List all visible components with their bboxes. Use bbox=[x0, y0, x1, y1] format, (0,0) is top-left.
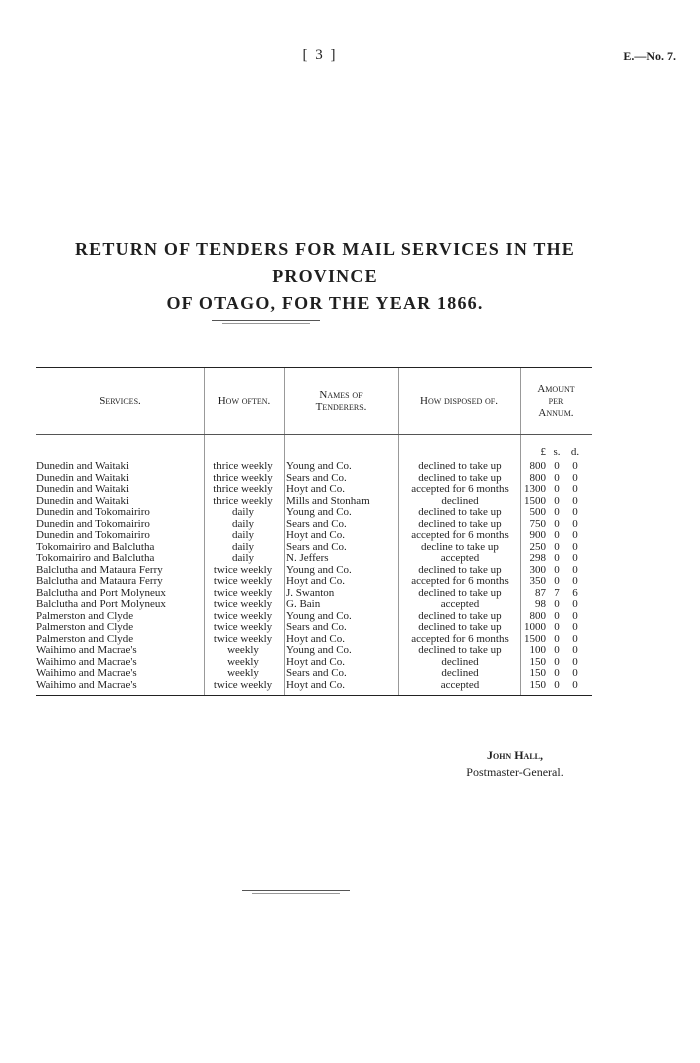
cell-shillings: 0 bbox=[554, 633, 560, 645]
cell-pence: 0 bbox=[572, 541, 578, 553]
cell-service: Balclutha and Mataura Ferry bbox=[36, 576, 163, 587]
cell-how-disposed: declined to take up bbox=[418, 472, 502, 484]
cell-pence: 0 bbox=[572, 679, 578, 691]
cell-how-disposed: declined to take up bbox=[418, 461, 502, 472]
cell-pounds: 1300 bbox=[524, 484, 546, 495]
cell-tenderer: N. Jeffers bbox=[286, 553, 329, 564]
page-number: [ 3 ] bbox=[302, 47, 338, 63]
header-services: Services. bbox=[99, 395, 141, 407]
table-row bbox=[36, 622, 592, 634]
cell-shillings: 0 bbox=[554, 553, 560, 564]
table-row bbox=[36, 553, 592, 565]
cell-shillings: 0 bbox=[554, 679, 560, 691]
cell-how-often: twice weekly bbox=[213, 633, 273, 645]
cell-how-disposed: declined to take up bbox=[418, 622, 502, 633]
table-row bbox=[36, 611, 592, 623]
cell-service: Tokomairiro and Balclutha bbox=[36, 541, 155, 553]
table-row bbox=[36, 645, 592, 657]
cell-shillings: 0 bbox=[554, 610, 560, 622]
table-row bbox=[36, 657, 592, 669]
cell-pounds: 87 bbox=[535, 587, 546, 599]
signature-block bbox=[440, 747, 590, 781]
cell-pounds: 298 bbox=[529, 553, 546, 564]
cell-how-disposed: decline to take up bbox=[421, 541, 499, 553]
cell-service: Balclutha and Port Molyneux bbox=[36, 587, 166, 599]
divider-rule bbox=[212, 320, 320, 321]
cell-tenderer: Young and Co. bbox=[286, 610, 352, 622]
cell-how-often: twice weekly bbox=[213, 622, 273, 633]
cell-shillings: 0 bbox=[554, 599, 560, 610]
cell-how-disposed: accepted for 6 months bbox=[411, 633, 509, 645]
cell-how-disposed: declined to take up bbox=[418, 645, 502, 656]
cell-how-often: daily bbox=[232, 553, 254, 564]
cell-how-often: thrice weekly bbox=[213, 484, 273, 495]
title-line-2: OF OTAGO, FOR THE YEAR 1866. bbox=[166, 293, 484, 313]
cell-service: Dunedin and Waitaki bbox=[36, 472, 130, 484]
cell-how-often: weekly bbox=[227, 668, 259, 679]
cell-pounds: 350 bbox=[529, 576, 546, 587]
cell-tenderer: Hoyt and Co. bbox=[286, 576, 345, 587]
cell-shillings: 0 bbox=[554, 484, 560, 495]
cell-service: Dunedin and Tokomairiro bbox=[36, 518, 150, 530]
header-how-disposed: How disposed of. bbox=[420, 395, 498, 407]
cell-service: Dunedin and Tokomairiro bbox=[36, 507, 150, 518]
cell-tenderer: Sears and Co. bbox=[286, 541, 347, 553]
divider-rule bbox=[252, 893, 340, 894]
cell-how-often: twice weekly bbox=[213, 576, 273, 587]
cell-how-often: thrice weekly bbox=[213, 472, 273, 484]
table-row bbox=[36, 634, 592, 646]
cell-how-often: twice weekly bbox=[213, 587, 273, 599]
column-rule bbox=[520, 368, 521, 434]
cell-pounds: 150 bbox=[529, 679, 546, 691]
cell-how-often: daily bbox=[232, 530, 254, 541]
cell-pounds: 150 bbox=[529, 656, 546, 668]
cell-service: Palmerston and Clyde bbox=[36, 622, 134, 633]
cell-service: Waihimo and Macrae's bbox=[36, 645, 137, 656]
table-row bbox=[36, 507, 592, 519]
cell-pence: 0 bbox=[572, 633, 578, 645]
cell-how-often: weekly bbox=[227, 656, 259, 668]
cell-pence: 0 bbox=[572, 610, 578, 622]
cell-tenderer: G. Bain bbox=[286, 599, 321, 610]
cell-how-often: daily bbox=[232, 507, 254, 518]
header-amount-line-1: Amount bbox=[537, 383, 575, 395]
cell-pence: 0 bbox=[572, 599, 578, 610]
cell-shillings: 0 bbox=[554, 461, 560, 472]
cell-pounds: 100 bbox=[529, 645, 546, 656]
title-line-1: RETURN OF TENDERS FOR MAIL SERVICES IN THE PROVINCE bbox=[74, 239, 576, 286]
cell-how-often: weekly bbox=[227, 645, 259, 656]
cell-service: Palmerston and Clyde bbox=[36, 633, 134, 645]
cell-tenderer: Young and Co. bbox=[286, 461, 352, 472]
cell-how-disposed: accepted bbox=[440, 553, 480, 564]
cell-shillings: 0 bbox=[554, 656, 560, 668]
column-rule bbox=[204, 368, 205, 434]
cell-how-often: daily bbox=[232, 541, 254, 553]
table-row bbox=[36, 542, 592, 554]
cell-pounds: 1000 bbox=[524, 622, 546, 633]
cell-pounds: 800 bbox=[529, 472, 546, 484]
cell-service: Palmerston and Clyde bbox=[36, 610, 134, 622]
cell-tenderer: Young and Co. bbox=[286, 645, 352, 656]
cell-tenderer: Hoyt and Co. bbox=[286, 679, 345, 691]
cell-pence: 6 bbox=[572, 587, 578, 599]
column-rule bbox=[398, 368, 399, 434]
header-amount-line-3: Annum. bbox=[538, 407, 574, 419]
divider-rule bbox=[222, 323, 310, 324]
table-row bbox=[36, 461, 592, 473]
table-row bbox=[36, 680, 592, 692]
cell-tenderer: Hoyt and Co. bbox=[286, 656, 345, 668]
cell-pounds: 1500 bbox=[524, 633, 546, 645]
cell-how-disposed: accepted bbox=[440, 599, 480, 610]
cell-how-disposed: accepted for 6 months bbox=[411, 576, 509, 587]
header-names-line-2: Tenderers. bbox=[315, 401, 367, 413]
cell-pounds: 98 bbox=[535, 599, 546, 610]
cell-shillings: 0 bbox=[554, 668, 560, 679]
cell-how-often: twice weekly bbox=[213, 599, 273, 610]
table-row bbox=[36, 599, 592, 611]
cell-pence: 0 bbox=[572, 645, 578, 656]
signatory-name: John Hall, bbox=[486, 748, 543, 762]
cell-pounds: 150 bbox=[529, 668, 546, 679]
cell-pounds: 900 bbox=[529, 530, 546, 541]
cell-tenderer: Young and Co. bbox=[286, 507, 352, 518]
cell-shillings: 0 bbox=[554, 622, 560, 633]
table-bottom-rule bbox=[36, 695, 592, 696]
cell-how-disposed: accepted for 6 months bbox=[411, 530, 509, 541]
cell-shillings: 0 bbox=[554, 495, 560, 507]
table-row bbox=[36, 565, 592, 577]
cell-pence: 0 bbox=[572, 656, 578, 668]
cell-tenderer: Sears and Co. bbox=[286, 472, 347, 484]
cell-how-disposed: declined to take up bbox=[418, 564, 502, 576]
cell-tenderer: Hoyt and Co. bbox=[286, 484, 345, 495]
cell-pence: 0 bbox=[572, 484, 578, 495]
cell-pence: 0 bbox=[572, 518, 578, 530]
table-body bbox=[36, 435, 592, 695]
header-how-often: How often. bbox=[217, 395, 271, 407]
cell-how-disposed: declined to take up bbox=[418, 507, 502, 518]
cell-pence: 0 bbox=[572, 461, 578, 472]
cell-how-often: daily bbox=[232, 518, 254, 530]
cell-how-disposed: declined to take up bbox=[418, 587, 502, 599]
cell-service: Tokomairiro and Balclutha bbox=[36, 553, 155, 564]
cell-shillings: 0 bbox=[554, 564, 560, 576]
header-names-line-1: Names of bbox=[319, 389, 363, 401]
cell-pounds: 800 bbox=[529, 610, 546, 622]
cell-pounds: 750 bbox=[529, 518, 546, 530]
cell-how-often: thrice weekly bbox=[213, 461, 273, 472]
cell-how-disposed: accepted bbox=[440, 679, 480, 691]
cell-service: Dunedin and Waitaki bbox=[36, 484, 130, 495]
cell-how-often: thrice weekly bbox=[213, 495, 273, 507]
cell-tenderer: J. Swanton bbox=[286, 587, 335, 599]
cell-pence: 0 bbox=[572, 472, 578, 484]
cell-service: Waihimo and Macrae's bbox=[36, 668, 137, 679]
cell-pounds: 1500 bbox=[524, 495, 546, 507]
cell-shillings: 0 bbox=[554, 518, 560, 530]
cell-tenderer: Hoyt and Co. bbox=[286, 530, 345, 541]
cell-pounds: 500 bbox=[529, 507, 546, 518]
cell-service: Waihimo and Macrae's bbox=[36, 679, 137, 691]
cell-tenderer: Sears and Co. bbox=[286, 622, 347, 633]
table-row bbox=[36, 496, 592, 508]
cell-how-disposed: declined bbox=[441, 656, 479, 668]
table-row bbox=[36, 576, 592, 588]
cell-pounds: 300 bbox=[529, 564, 546, 576]
table-row bbox=[36, 588, 592, 600]
header-amount-per-annum bbox=[520, 368, 592, 434]
cell-tenderer: Sears and Co. bbox=[286, 668, 347, 679]
cell-pence: 0 bbox=[572, 622, 578, 633]
cell-pounds: 250 bbox=[529, 541, 546, 553]
cell-tenderer: Sears and Co. bbox=[286, 518, 347, 530]
cell-shillings: 0 bbox=[554, 541, 560, 553]
cell-service: Dunedin and Tokomairiro bbox=[36, 530, 150, 541]
cell-how-disposed: declined bbox=[441, 495, 479, 507]
cell-how-often: twice weekly bbox=[213, 679, 273, 691]
cell-shillings: 0 bbox=[554, 645, 560, 656]
cell-pence: 0 bbox=[572, 553, 578, 564]
cell-how-disposed: accepted for 6 months bbox=[411, 484, 509, 495]
cell-how-disposed: declined to take up bbox=[418, 610, 502, 622]
cell-tenderer: Mills and Stonham bbox=[286, 495, 370, 507]
cell-pence: 0 bbox=[572, 576, 578, 587]
tenders-table bbox=[36, 367, 592, 696]
header-amount-line-2: per bbox=[548, 395, 564, 407]
cell-shillings: 0 bbox=[554, 530, 560, 541]
table-header bbox=[36, 368, 592, 435]
cell-pence: 0 bbox=[572, 564, 578, 576]
cell-how-often: twice weekly bbox=[213, 564, 273, 576]
cell-pence: 0 bbox=[572, 507, 578, 518]
unit-shillings: s. bbox=[553, 447, 561, 458]
table-row bbox=[36, 473, 592, 485]
cell-service: Waihimo and Macrae's bbox=[36, 656, 137, 668]
cell-how-disposed: declined bbox=[441, 668, 479, 679]
cell-service: Balclutha and Mataura Ferry bbox=[36, 564, 163, 576]
table-row bbox=[36, 668, 592, 680]
cell-shillings: 7 bbox=[554, 587, 560, 599]
unit-pounds: £ bbox=[540, 447, 546, 458]
cell-service: Dunedin and Waitaki bbox=[36, 461, 130, 472]
cell-pence: 0 bbox=[572, 668, 578, 679]
cell-service: Balclutha and Port Molyneux bbox=[36, 599, 166, 610]
header-names-of-tenderers bbox=[284, 368, 398, 434]
cell-pence: 0 bbox=[572, 495, 578, 507]
cell-tenderer: Hoyt and Co. bbox=[286, 633, 345, 645]
table-row bbox=[36, 530, 592, 542]
cell-shillings: 0 bbox=[554, 576, 560, 587]
signatory-title: Postmaster-General. bbox=[466, 765, 564, 779]
divider-rule bbox=[242, 890, 350, 891]
table-row bbox=[36, 519, 592, 531]
cell-how-disposed: declined to take up bbox=[418, 518, 502, 530]
table-row bbox=[36, 484, 592, 496]
cell-how-often: twice weekly bbox=[213, 610, 273, 622]
cell-service: Dunedin and Waitaki bbox=[36, 495, 130, 507]
cell-pence: 0 bbox=[572, 530, 578, 541]
cell-shillings: 0 bbox=[554, 472, 560, 484]
cell-pounds: 800 bbox=[529, 461, 546, 472]
cell-tenderer: Young and Co. bbox=[286, 564, 352, 576]
unit-pence: d. bbox=[570, 447, 580, 458]
page-title bbox=[30, 236, 620, 317]
table-rows bbox=[36, 461, 592, 691]
column-rule bbox=[284, 368, 285, 434]
units-row bbox=[36, 447, 592, 461]
cell-shillings: 0 bbox=[554, 507, 560, 518]
document-reference: E.—No. 7. bbox=[623, 49, 676, 63]
